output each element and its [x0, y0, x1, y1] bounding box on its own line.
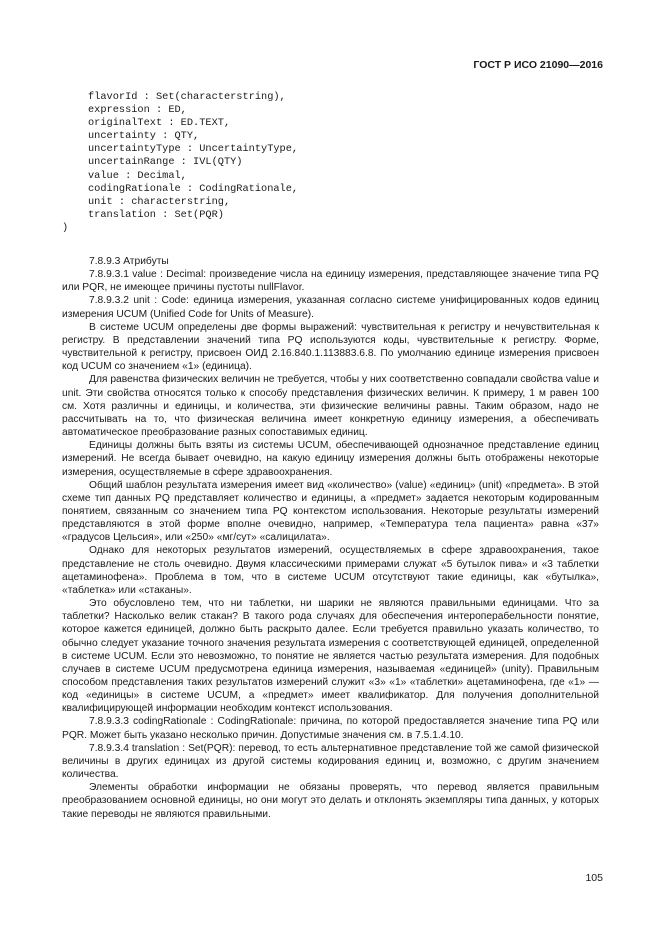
code-listing	[62, 91, 582, 235]
code-line: uncertaintyType : UncertaintyType,	[88, 143, 299, 156]
code-line: codingRationale : CodingRationale,	[88, 182, 299, 195]
section-heading: 7.8.9.3 Атрибуты	[89, 256, 169, 267]
code-line: uncertainRange : IVL(QTY)	[88, 156, 243, 169]
body-text	[62, 255, 599, 821]
code-line: translation : Set(PQR)	[88, 208, 224, 221]
paragraph: 7.8.9.3.4 translation : Set(PQR): перевод, то есть альтернативное представление той же самой физической величины в других единицах из другой системы кодирования единиц и, возможно, с другим значением количества.	[62, 742, 599, 781]
paragraph: 7.8.9.3.1 value : Decimal: произведение числа на единицу измерения, представляющее значение типа PQ или PQR, не имеющее причины пустоты nullFlavor.	[62, 269, 599, 294]
code-line: unit : characterstring,	[88, 195, 231, 208]
code-line: uncertainty : QTY,	[88, 130, 200, 143]
paragraph: Единицы должны быть взяты из системы UCUM, обеспечивающей однозначное представление единиц измерений. Не всегда бывает очевидно, на какую единицу измерения должны быть отображены некоторые измерения, осуществляемые в сфере здравоохранения.	[62, 440, 599, 478]
code-line: originalText : ED.TEXT,	[88, 117, 231, 130]
code-line: value : Decimal,	[88, 169, 187, 182]
page-number: 105	[585, 872, 603, 884]
paragraph: 7.8.9.3.2 unit : Code: единица измерения, указанная согласно системе унифицированных кодов единиц измерения UCUM (Unified Code for Units of Measure).	[62, 295, 599, 320]
code-line: expression : ED,	[88, 104, 187, 117]
paragraph: В системе UCUM определены две формы выражений: чувствительная к регистру и нечувствительная к регистру. В представлении значений типа PQ используются коды, чувствительные к регистру. Форме, чувствительной к регистру, присвоен ОИД 2.16.840.1.113883.6.8. По умолчанию единице измерения присвоен код UCUM со значением «1» (единица).	[62, 321, 599, 373]
paragraph: Однако для некоторых результатов измерений, осуществляемых в сфере здравоохранения, такое представление не столь очевидно. Двумя классическими примерами служат «5 бутылок пива» и «3 таблетки ацетаминофена». Проблема в том, что в системе UCUM отсутствуют такие единицы, как «бутылка», «таблетка» или «стаканы».	[62, 545, 599, 596]
paragraph: Общий шаблон результата измерения имеет вид «количество» (value) «единиц» (unit) «предмета». В этой схеме тип данных PQ представляет количество и единицы, а «предмет» задается некоторым кодированным понятием, связанным со значением типа PQ контекстом использования. Некоторые результаты измерений представляются в этой форме вполне очевидно, например, «Температура тела пациента» равна «37» «градусов Цельсия», или «250» «мг/сут» «салицилата».	[62, 479, 599, 544]
standard-header: ГОСТ Р ИСО 21090—2016	[473, 59, 603, 71]
code-line: )	[62, 221, 69, 234]
paragraph: Это обусловлено тем, что ни таблетки, ни шарики не являются правильными единицами. Что за таблетки? Насколько велик стакан? В такого рода случаях для обеспечения интероперабельности понятие, которое кажется единицей, должно быть раскрыто далее. Если требуется правильно указать количество, то обычно следует указание точного значения результата измерения с соответствующей единицей, определенной в системе UCUM. Если это невозможно, то понятие не является частью результата измерения. Для подобных случаев в системе UCUM предусмотрена единица измерения, называемая «единицей» (unity). Правильным способом представления таких результатов измерений служит «3» «1» «таблетки» ацетаминофена, где «1» — код «единицы» в системе UCUM, а «предмет» имеет квалификатор. Для получения дополнительной квалифицирующей информации необходим контекст использования.	[62, 598, 599, 715]
paragraph: Элементы обработки информации не обязаны проверять, что перевод является правильным преобразованием основной единицы, но они могут это делать и отклонять экземпляры типа данных, у которых такие переводы не являются правильными.	[62, 782, 599, 820]
paragraph: 7.8.9.3.3 codingRationale : CodingRationale: причина, по которой предоставляется значение типа PQ или PQR. Может быть указано несколько причин. Допустимые значения см. в 7.5.1.4.10.	[62, 716, 599, 741]
paragraph: Для равенства физических величин не требуется, чтобы у них соответственно совпадали свойства value и unit. Эти свойства относятся только к способу представления физических величин. К примеру, 1 м равен 100 см. Хотя различны и единицы, и количества, эти физические величины равны. Таким образом, надо не рассчитывать на то, что физическая величина имеет конкретную единицу измерения, а обеспечивать автоматическое преобразование разных сопоставимых единиц.	[62, 374, 599, 439]
code-line: flavorId : Set(characterstring),	[88, 91, 286, 103]
